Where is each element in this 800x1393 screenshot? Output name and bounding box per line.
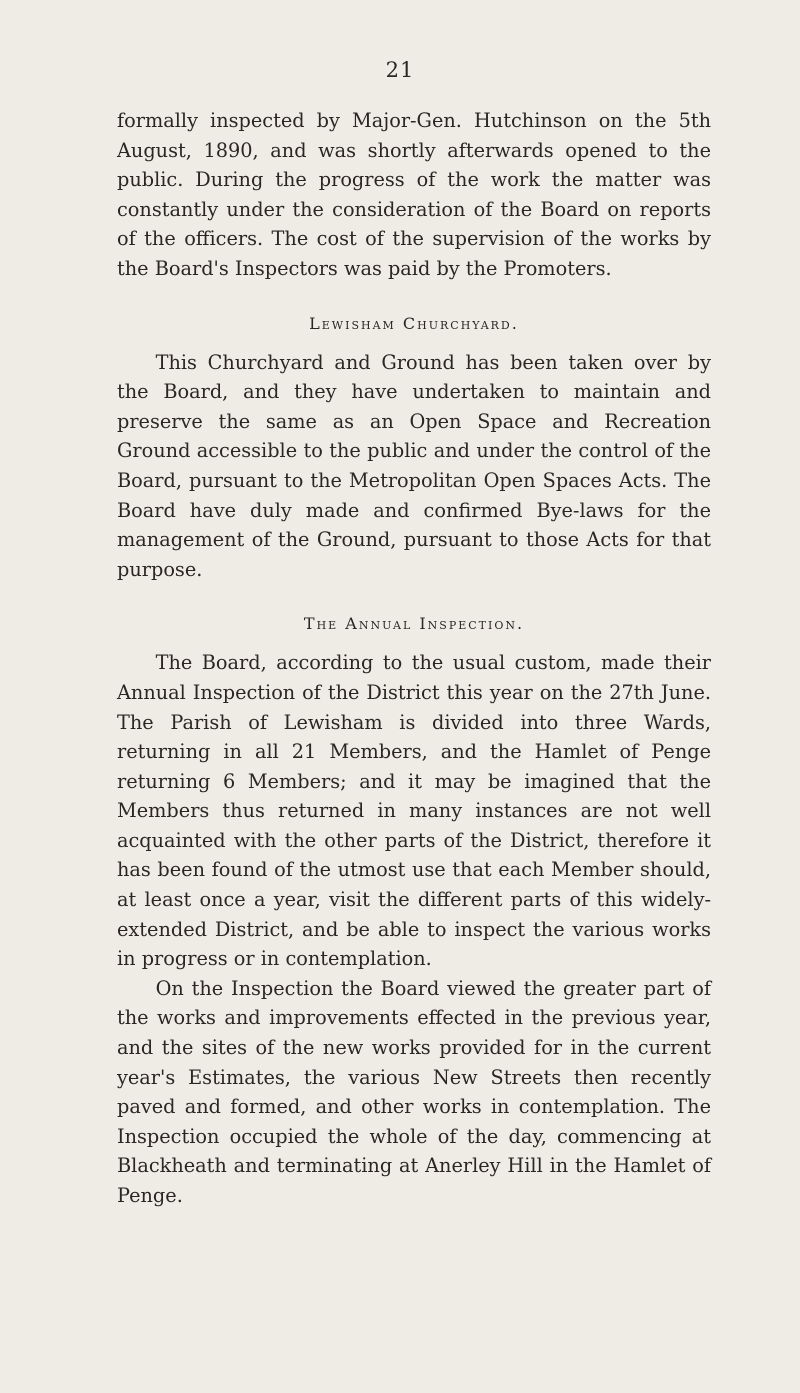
page-body [117,106,711,1211]
page-number: 21 [385,58,415,82]
paragraph-inspection-2: On the Inspection the Board viewed the greater part of the works and improvements effected in the previous year, and the sites of the new works provided for in the current year's Estimates, the various New Streets then recently paved and formed, and other works in contemplation. The Inspection occupied the whole of the day, commencing at Blackheath and terminating at Anerley Hill in the Hamlet of Penge. [117,976,711,1207]
paragraph-inspection-1: The Board, according to the usual custom, made their Annual Inspection of the District this year on the 27th June. The Parish of Lewisham is divided into three Wards, returning in all 21 Members, and the Hamlet of Penge returning 6 Members; and it may be imagined that the Members thus returned in many instances are not well acquainted with the other parts of the District, therefore it has been found of the utmost use that each Member should, at least once a year, visit the different parts of this widely-extended District, and be able to inspect the various works in progress or in contemplation. [117,651,711,971]
paragraph-churchyard: This Churchyard and Ground has been taken over by the Board, and they have undertaken to maintain and preserve the same as an Open Space and Recreation Ground accessible to the public and under the control of the Board, pursuant to the Metropolitan Open Spaces Acts. The Board have duly made and confirmed Bye-laws for the management of the Ground, pursuant to those Acts for that purpose. [117,350,711,581]
section-heading-inspection: The Annual Inspection. [303,614,525,634]
paragraph-intro: formally inspected by Major-Gen. Hutchinson on the 5th August, 1890, and was shortly afterwards opened to the public. During the progress of the work the matter was constantly under the consideration of the Board on reports of the officers. The cost of the supervision of the works by the Board's Inspectors was paid by the Promoters. [117,109,711,280]
section-heading-churchyard: Lewisham Churchyard. [309,313,519,333]
